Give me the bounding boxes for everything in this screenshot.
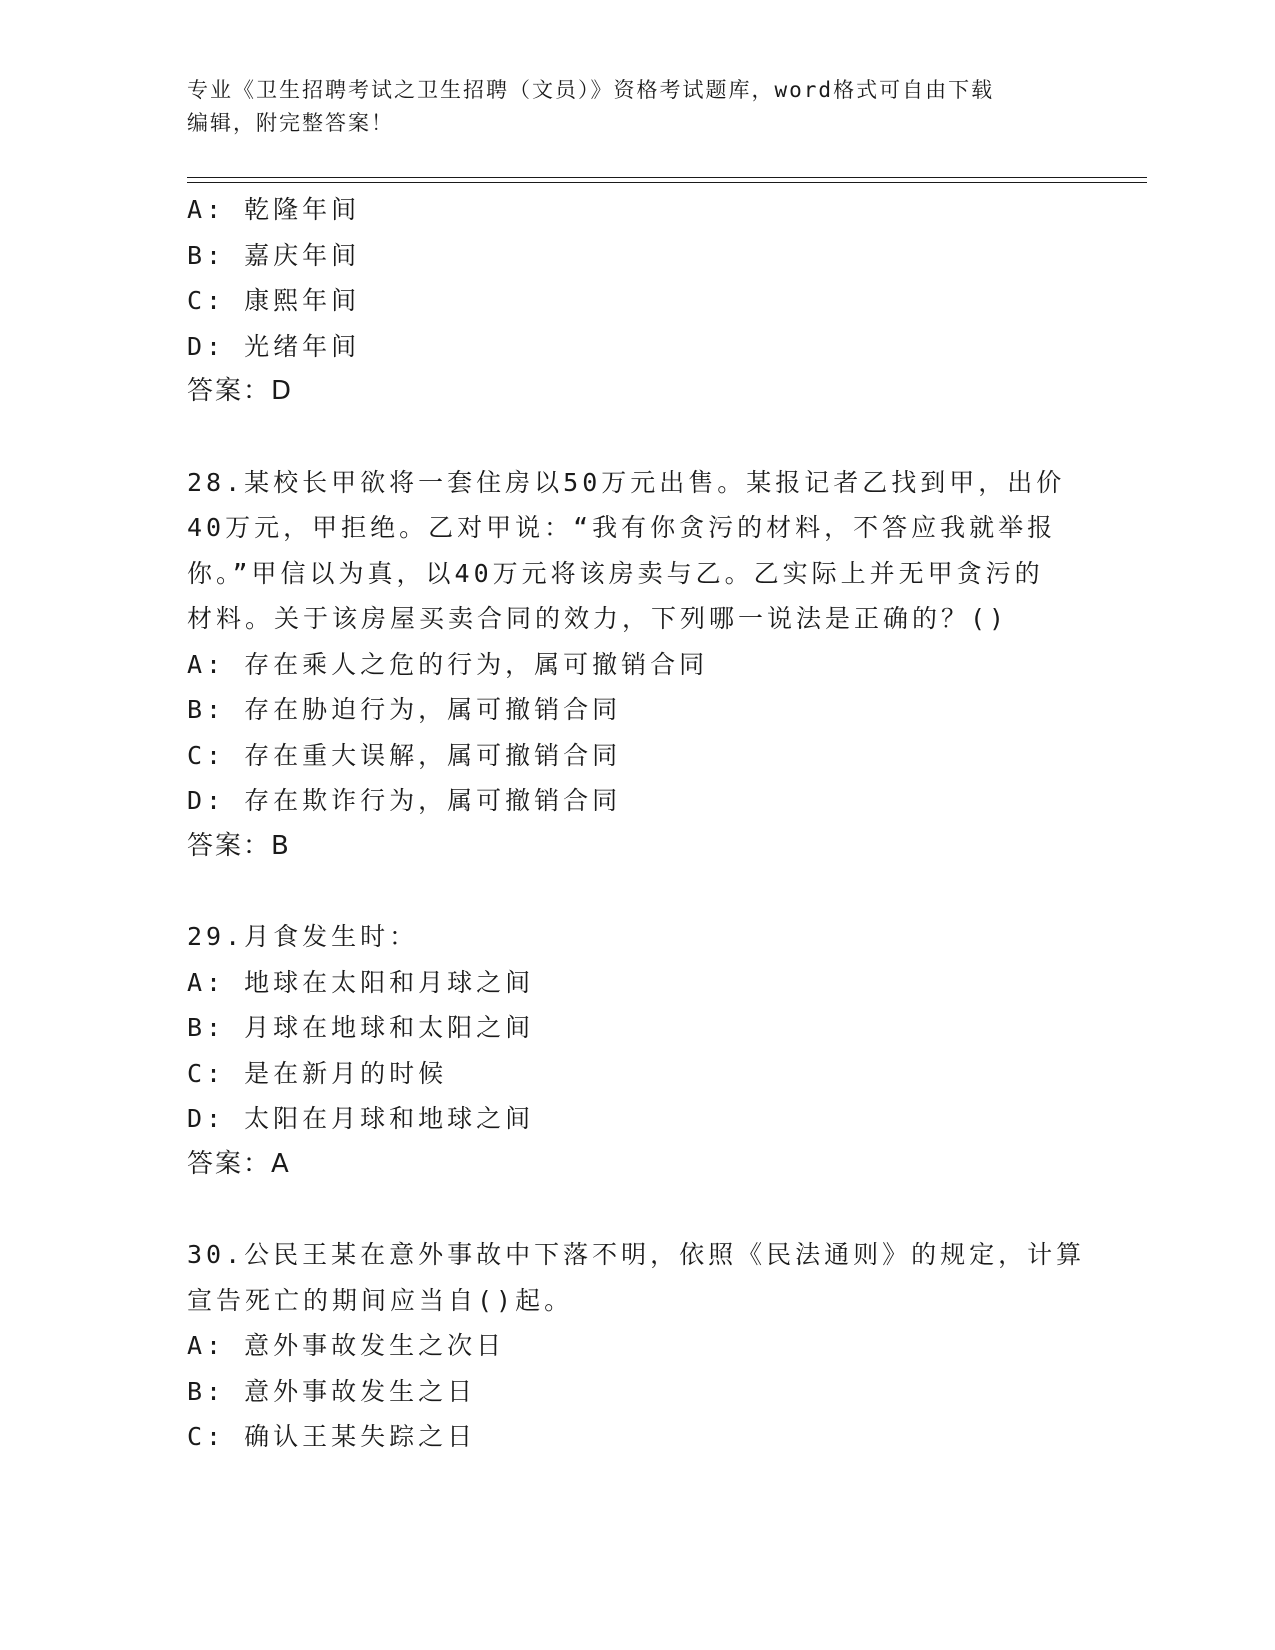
document-page xyxy=(187,0,1147,1650)
option-c: C: 是在新月的时候 xyxy=(187,1058,448,1088)
question-28 xyxy=(187,460,1087,870)
question-stem-line: 你。”甲信以为真，以40万元将该房卖与乙。乙实际上并无甲贪污的 xyxy=(187,558,1044,588)
option-b: B: 意外事故发生之日 xyxy=(187,1376,477,1406)
question-stem-line: 材料。关于该房屋买卖合同的效力，下列哪一说法是正确的？() xyxy=(187,604,1009,633)
question-29 xyxy=(187,914,1087,1187)
option-c: C: 确认王某失踪之日 xyxy=(187,1422,477,1451)
header-line-1: 专业《卫生招聘考试之卫生招聘（文员）》资格考试题库，word格式可自由下载 xyxy=(187,78,995,102)
header-line-2: 编辑，附完整答案！ xyxy=(187,111,394,135)
question-stem-line: 28.某校长甲欲将一套住房以50万元出售。某报记者乙找到甲，出价 xyxy=(187,467,1066,497)
question-stem-line: 30.公民王某在意外事故中下落不明，依照《民法通则》的规定，计算 xyxy=(187,1240,1086,1269)
option-b: B: 月球在地球和太阳之间 xyxy=(187,1013,535,1042)
question-27 xyxy=(187,187,1087,415)
question-stem-line: 29.月食发生时： xyxy=(187,922,419,951)
option-b: B: 嘉庆年间 xyxy=(187,240,361,270)
option-b: B: 存在胁迫行为，属可撤销合同 xyxy=(187,695,622,724)
spacer xyxy=(187,869,1087,914)
question-stem-line: 宣告死亡的期间应当自()起。 xyxy=(187,1285,574,1315)
question-list xyxy=(187,187,1087,1460)
answer-line: 答案：B xyxy=(187,830,291,861)
option-d: D: 存在欺诈行为，属可撤销合同 xyxy=(187,786,622,815)
option-a: A: 地球在太阳和月球之间 xyxy=(187,967,535,997)
spacer xyxy=(187,415,1087,460)
question-stem-line: 40万元，甲拒绝。乙对甲说：“我有你贪污的材料，不答应我就举报 xyxy=(187,513,1057,542)
header-divider xyxy=(187,177,1147,183)
question-30 xyxy=(187,1232,1087,1460)
option-a: A: 存在乘人之危的行为，属可撤销合同 xyxy=(187,649,709,679)
option-a: A: 意外事故发生之次日 xyxy=(187,1331,506,1360)
document-header xyxy=(187,74,1087,140)
option-a: A: 乾隆年间 xyxy=(187,195,361,224)
option-c: C: 存在重大误解，属可撤销合同 xyxy=(187,740,622,770)
option-c: C: 康熙年间 xyxy=(187,286,361,315)
option-d: D: 太阳在月球和地球之间 xyxy=(187,1104,535,1133)
answer-line: 答案：D xyxy=(187,376,294,406)
spacer xyxy=(187,1187,1087,1232)
answer-line: 答案：A xyxy=(187,1148,291,1179)
option-d: D: 光绪年间 xyxy=(187,331,361,361)
